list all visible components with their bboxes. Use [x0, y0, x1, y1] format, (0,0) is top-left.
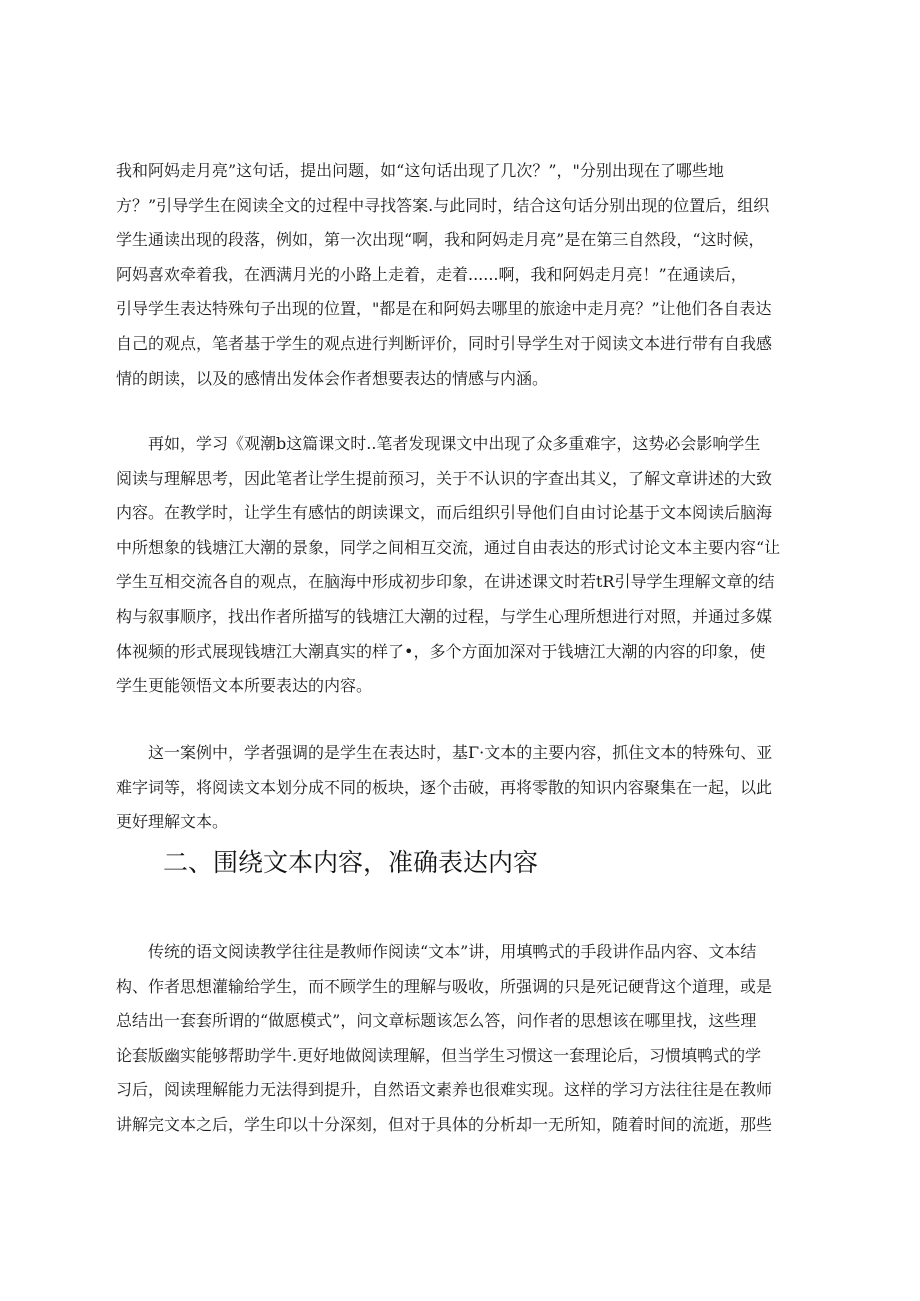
text-line: 学生通读出现的段落，例如，第一次出现“啊，我和阿妈走月亮”是在第三自然段，“这时候， [116, 230, 765, 250]
text-line: 这一案例中，学者强调的是学生在表达时，基Γ·文本的主要内容，抓住文本的特殊句、亚 [148, 743, 773, 762]
text-line: 阿妈喜欢牵着我，在洒满月光的小路上走着，走着......啊，我和阿妈走月亮！”在通读后， [116, 264, 747, 284]
text-line: 中所想象的钱塘江大潮的景象，同学之间相互交流，通过自由表达的形式讨论文本主要内容“让 [116, 537, 781, 557]
text-line: 自己的观点，笔者基于学生的观点进行判断评价，同时引导学生对于阅读文本进行带有自我感 [116, 333, 773, 353]
text-line: 传统的语文阅读教学往往是教师作阅读“文本”讲，用填鸭式的手段讲作品内容、文本结 [148, 942, 757, 961]
paragraph-moon-walk-analysis [116, 154, 812, 396]
paragraph-traditional-teaching [116, 935, 812, 1143]
section-heading: 二、围绕文本内容，准确表达内容 [163, 848, 539, 877]
text-line: 体视频的形式展现钱塘江大潮真实的样了•，多个方面加深对于钱塘江大潮的内容的印象，使 [116, 641, 766, 661]
text-line: 总结出一套套所谓的“做愿模式”，问文章标题该怎么答，问作者的思想该在哪里找，这些理 [116, 1011, 757, 1031]
text-line: 构与叙事顺序，找出作者所描写的钱塘江大潮的过程，与学生心理所想进行对照，并通过多媒 [116, 606, 773, 626]
text-line: 内容。在教学时，让学生有感怙的朗读课文，而后组织引导他们自由讨论基于文本阅读后脑海 [116, 503, 773, 523]
text-line: 习后，阅读理解能力无法得到提升，自然语文素养也很难实现。这样的学习方法往往是在教师 [116, 1080, 773, 1100]
text-line: 论套版幽实能够帮助学牛.更好地做阅读理解，但当学生习惯这一套理论后，习惯填鸭式的学 [116, 1045, 762, 1065]
paragraph-tide-watching-example [116, 427, 812, 704]
text-line: 构、作者思想灌输给学生，而不顾学生的理解与吸收，所强调的只是死记硬背这个道理，或是 [116, 976, 773, 996]
text-line: 再如，学习《观潮b这篇课文时..笔者发现课文中出现了众多重难字，这势必会影响学生 [148, 434, 761, 453]
text-line: 阅读与理解思考，因此笔者让学生提前预习，关于不认识的字查出其义，了解文章讲述的大致 [116, 468, 773, 488]
text-line: 引导学生表达特殊句子出现的位置，"都是在和阿妈去哪里的旅途中走月亮？”让他们各自表达 [116, 299, 772, 319]
text-line: 我和阿妈走月亮”这句话，提出问题，如“这句话出现了几次？”，"分别出现在了哪些地 [116, 161, 724, 180]
text-line: 难字词等，将阅读文本划分成不同的板块，逐个击破，再将零散的知识内容聚集在一起，以此 [116, 777, 773, 797]
text-line: 学生互相交流各自的观点，在脑海中形成初步印象，在讲述课文时若tR引导学生理解文章的结 [116, 572, 775, 592]
text-line: 更好理解文本。 [116, 812, 229, 832]
paragraph-case-summary [116, 736, 812, 840]
text-line: 讲解完文本之后，学生印以十分深刻，但对于具体的分析却一无所知，随着时间的流逝，那些 [116, 1114, 773, 1134]
text-line: 情的朗读，以及的感情出发体会作者想要表达的情感与内涵。 [116, 368, 549, 388]
text-line: 学生更能领悟文本所要表达的内容。 [116, 676, 373, 696]
text-line: 方？”引导学生在阅读全文的过程中寻找答案.与此同时，结合这句话分别出现的位置后，组织 [116, 195, 770, 215]
